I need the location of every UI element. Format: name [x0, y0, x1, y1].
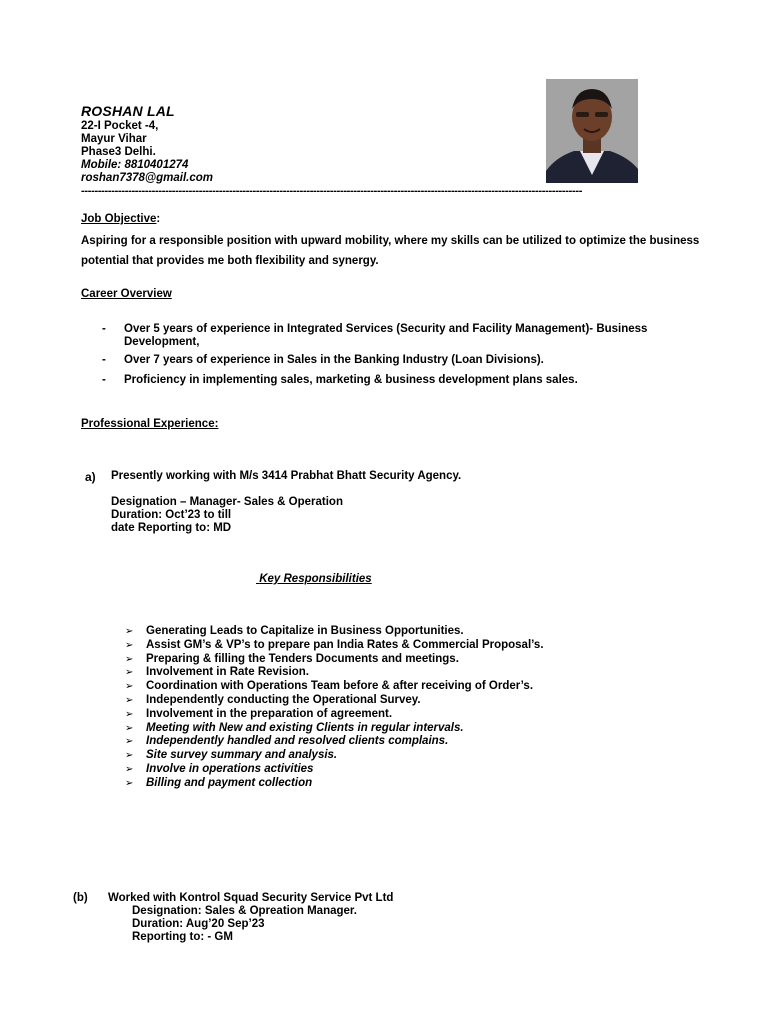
list-item: [125, 694, 544, 708]
dash-bullet: -: [102, 374, 106, 386]
address-line-1: 22-I Pocket -4,: [81, 120, 159, 132]
key-responsibilities-heading: [256, 573, 372, 585]
responsibility-text: Generating Leads to Capitalize in Business Opportunities.: [146, 625, 464, 637]
responsibility-text: Meeting with New and existing Clients in regular intervals.: [146, 721, 464, 734]
job-b-marker: (b): [73, 892, 88, 904]
list-item: [125, 680, 544, 694]
job-objective-heading-colon: :: [156, 213, 161, 225]
job-b-duration: Duration: Aug’20 Sep’23: [132, 918, 265, 930]
job-b-details: [132, 905, 357, 944]
list-item: [125, 735, 544, 749]
mobile-number: Mobile: 8810401274: [81, 159, 189, 171]
job-a-title: Presently working with M/s 3414 Prabhat Bhatt Security Agency.: [111, 470, 462, 482]
arrow-bullet-icon: ➢: [125, 626, 134, 637]
responsibility-text: Site survey summary and analysis.: [146, 749, 338, 762]
candidate-name: ROSHAN LAL: [81, 103, 175, 119]
responsibility-text: Independently handled and resolved clients complains.: [146, 735, 449, 748]
list-item: [125, 639, 544, 653]
arrow-bullet-icon: ➢: [125, 639, 134, 651]
professional-experience-heading: Professional Experience:: [81, 418, 219, 430]
job-objective-heading-text: Job Objective: [81, 213, 157, 225]
list-item: [125, 749, 544, 763]
arrow-bullet-icon: ➢: [125, 681, 134, 693]
arrow-bullet-icon: ➢: [125, 653, 134, 665]
address-line-3: Phase3 Delhi.: [81, 146, 156, 158]
responsibility-text: Billing and payment collection: [146, 776, 313, 789]
responsibility-text: Involve in operations activities: [146, 762, 314, 775]
email-address: roshan7378@gmail.com: [81, 172, 214, 184]
responsibility-text: Coordination with Operations Team before & after receiving of Order’s.: [146, 680, 534, 693]
list-item: [125, 708, 544, 722]
profile-photo: [546, 79, 638, 183]
job-objective-heading: [81, 213, 160, 225]
arrow-bullet-icon: ➢: [125, 777, 134, 789]
responsibility-text: Assist GM’s & VP’s to prepare pan India Rates & Commercial Proposal’s.: [146, 638, 544, 651]
list-item: [125, 625, 544, 639]
job-b-title: Worked with Kontrol Squad Security Service Pvt Ltd: [108, 892, 394, 904]
job-a-details: [111, 496, 343, 535]
arrow-bullet-icon: ➢: [125, 750, 134, 762]
arrow-bullet-icon: ➢: [125, 694, 134, 706]
key-responsibilities-heading-text: Key Responsibilities: [259, 573, 372, 585]
key-responsibilities-list: [125, 625, 544, 791]
responsibility-text: Preparing & filling the Tenders Documents and meetings.: [146, 652, 459, 665]
arrow-bullet-icon: ➢: [125, 736, 134, 748]
arrow-bullet-icon: ➢: [125, 763, 134, 775]
career-overview-item-3: Proficiency in implementing sales, marketing & business development plans sales.: [124, 374, 578, 386]
arrow-bullet-icon: ➢: [125, 708, 134, 720]
header-divider: -----------------------------------------------------------------------------------------------------------------------------------------------------: [81, 185, 583, 197]
arrow-bullet-icon: ➢: [125, 667, 134, 679]
job-a-duration: Duration: Oct’23 to till: [111, 509, 232, 521]
job-b-designation: Designation: Sales & Opreation Manager.: [132, 905, 357, 917]
career-overview-item-2: Over 7 years of experience in Sales in the Banking Industry (Loan Divisions).: [124, 354, 544, 366]
job-a-marker: a): [85, 470, 96, 484]
job-b-reporting: Reporting to: - GM: [132, 931, 233, 943]
arrow-bullet-icon: ➢: [125, 722, 134, 734]
career-overview-item-1: Over 5 years of experience in Integrated Services (Security and Facility Management)- Business Development,: [124, 323, 648, 348]
address-line-2: Mayur Vihar: [81, 133, 147, 145]
dash-bullet: -: [102, 323, 106, 335]
career-overview-heading: Career Overview: [81, 288, 172, 300]
list-item: [125, 666, 544, 680]
responsibility-text: Independently conducting the Operational Survey.: [146, 693, 421, 706]
list-item: [125, 763, 544, 777]
job-a-reporting: date Reporting to: MD: [111, 522, 232, 534]
responsibility-text: Involvement in the preparation of agreement.: [146, 707, 393, 720]
job-a-designation: Designation – Manager- Sales & Operation: [111, 496, 343, 508]
job-objective-text: Aspiring for a responsible position with upward mobility, where my skills can be utilized to optimize the business potential that provides me both flexibility and synergy.: [81, 235, 700, 267]
dash-bullet: -: [102, 354, 106, 366]
list-item: [125, 722, 544, 736]
list-item: [125, 777, 544, 791]
responsibility-text: Involvement in Rate Revision.: [146, 666, 309, 679]
list-item: [125, 653, 544, 667]
